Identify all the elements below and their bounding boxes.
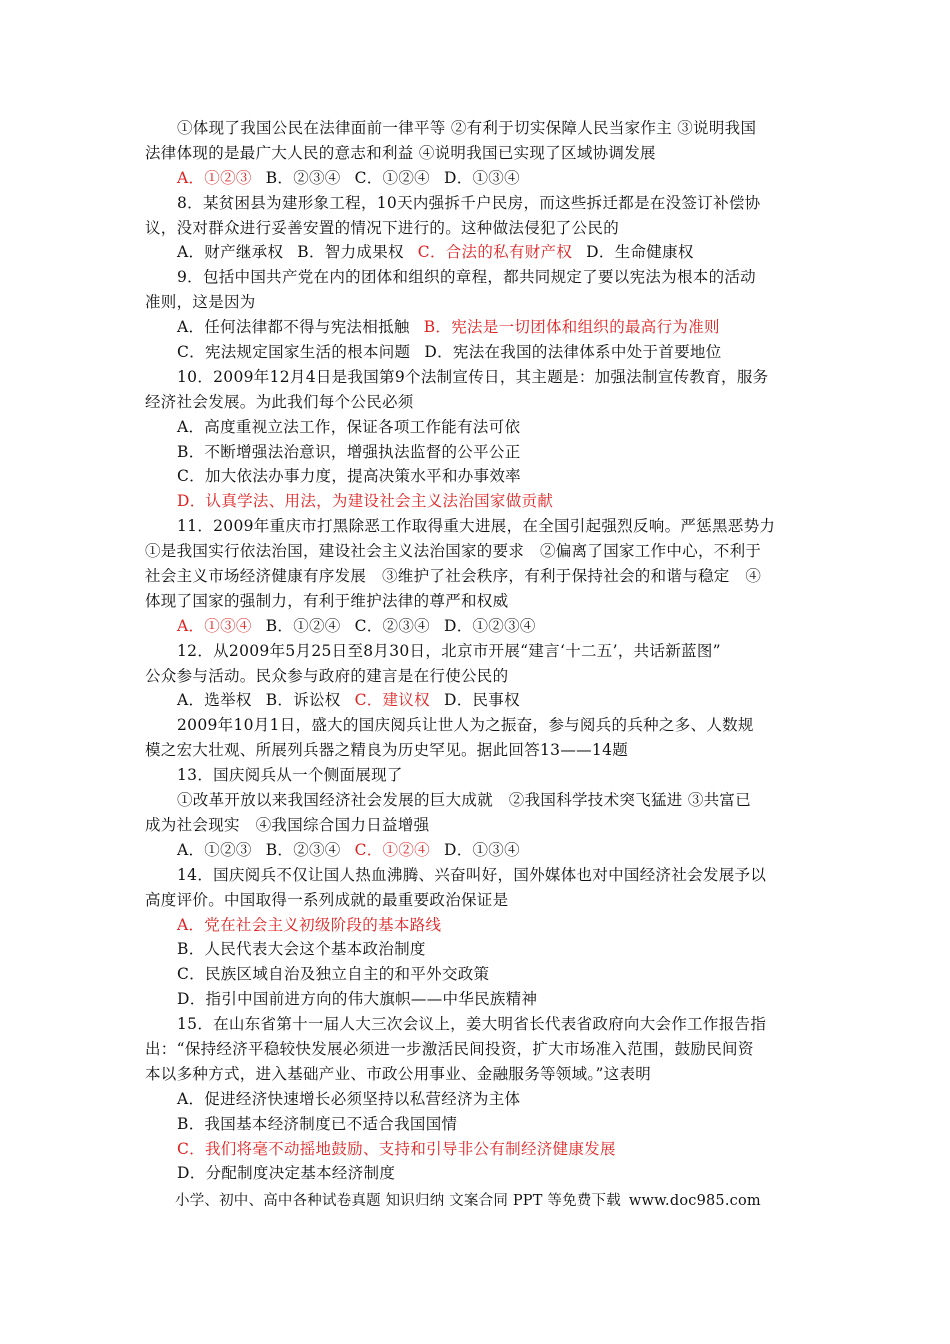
q14-stem-line-1: 14．国庆阅兵不仅让国人热血沸腾、兴奋叫好，国外媒体也对中国经济社会发展予以	[177, 865, 767, 884]
passage-line-1: 2009年10月1日，盛大的国庆阅兵让世人为之振奋，参与阅兵的兵种之多、人数规	[177, 716, 754, 735]
q10-stem-line-1: 10．2009年12月4日是我国第9个法制宣传日，其主题是：加强法制宣传教育，服务	[177, 367, 769, 386]
q11-stem-line-1: 11．2009年重庆市打黑除恶工作取得重大进展，在全国引起强烈反响。严惩黑恶势力	[177, 517, 776, 536]
q13-option-c-answer: C．①②④	[354, 840, 430, 859]
q15-option-d: D．分配制度决定基本经济制度	[177, 1164, 396, 1183]
q7-option-b: B．②③④	[265, 168, 341, 187]
q8-option-d: D．生命健康权	[586, 243, 694, 262]
q9-option-b-answer: B．宪法是一切团体和组织的最高行为准则	[423, 318, 720, 337]
q15-option-a: A．促进经济快速增长必须坚持以私营经济为主体	[177, 1089, 521, 1108]
exam-content	[145, 116, 805, 1186]
q10-option-d-answer: D．认真学法、用法，为建设社会主义法治国家做贡献	[177, 492, 554, 511]
q13-options	[145, 838, 805, 863]
q13-option-d: D．①③④	[443, 840, 520, 859]
q11-stem-line-2: ①是我国实行依法治国，建设社会主义法治国家的要求 ②偏离了国家工作中心，不利于	[145, 542, 762, 561]
q8-option-c-answer: C．合法的私有财产权	[417, 243, 573, 262]
q10-stem-line-2: 经济社会发展。为此我们每个公民必须	[145, 392, 414, 411]
q12-option-c-answer: C．建议权	[354, 691, 430, 710]
q11-options	[145, 614, 805, 639]
q14-option-a-answer: A．党在社会主义初级阶段的基本路线	[177, 915, 442, 934]
q7-options	[145, 166, 805, 191]
q12-option-d: D．民事权	[443, 691, 520, 710]
q14-option-d: D．指引中国前进方向的伟大旗帜——中华民族精神	[177, 990, 538, 1009]
q9-stem-line-1: 9．包括中国共产党在内的团体和组织的章程，都共同规定了要以宪法为根本的活动	[177, 268, 756, 287]
q15-stem-line-2: 出：“保持经济平稳较快发展必须进一步激活民间投资，扩大市场准入范围，鼓励民间资	[145, 1039, 754, 1058]
q8-stem-line-1: 8．某贫困县为建形象工程，10天内强拆千户民房，而这些拆迁都是在没签订补偿协	[177, 193, 761, 212]
q8-option-a: A．财产继承权	[177, 243, 284, 262]
q13-option-a: A．①②③	[177, 840, 252, 859]
q12-options	[145, 688, 805, 713]
q7-statements-line-1: ①体现了我国公民在法律面前一律平等 ②有利于切实保障人民当家作主 ③说明我国	[177, 119, 757, 137]
passage-line-2: 模之宏大壮观、所展列兵器之精良为历史罕见。据此回答13——14题	[145, 741, 629, 760]
q8-stem-line-2: 议，没对群众进行妥善安置的情况下进行的。这种做法侵犯了公民的	[145, 218, 620, 237]
q12-option-b: B．诉讼权	[265, 691, 341, 710]
q10-option-c: C．加大依法办事力度，提高决策水平和办事效率	[177, 467, 521, 486]
q14-option-c: C．民族区域自治及独立自主的和平外交政策	[177, 965, 490, 984]
q9-options-row-1	[145, 315, 805, 340]
q13-stem-line-1: 13．国庆阅兵从一个侧面展现了	[177, 766, 403, 785]
q11-stem-line-4: 体现了国家的强制力，有利于维护法律的尊严和权威	[145, 591, 509, 610]
q13-stem-line-3: 成为社会现实 ④我国综合国力日益增强	[145, 815, 430, 834]
q12-stem-line-2: 公众参与活动。民众参与政府的建言是在行使公民的	[145, 666, 509, 685]
q10-option-b: B．不断增强法治意识，增强执法监督的公平公正	[177, 442, 521, 461]
q9-stem-line-2: 准则，这是因为	[145, 293, 256, 312]
q7-option-a-answer: A．①②③	[177, 168, 252, 187]
q11-option-b: B．①②④	[265, 616, 341, 635]
q12-stem-line-1: 12．从2009年5月25日至8月30日，北京市开展“建言‘十二五’，共话新蓝图”	[177, 641, 721, 660]
q9-option-d: D．宪法在我国的法律体系中处于首要地位	[424, 343, 722, 362]
q7-statements-line-2: 法律体现的是最广大人民的意志和利益 ④说明我国已实现了区域协调发展	[145, 143, 656, 162]
q13-stem-line-2: ①改革开放以来我国经济社会发展的巨大成就 ②我国科学技术突飞猛进 ③共富已	[177, 791, 752, 810]
q15-option-b: B．我国基本经济制度已不适合我国国情	[177, 1114, 458, 1133]
q9-option-a: A．任何法律都不得与宪法相抵触	[177, 318, 410, 337]
q14-option-b: B．人民代表大会这个基本政治制度	[177, 940, 426, 959]
q13-option-b: B．②③④	[265, 840, 341, 859]
q15-stem-line-1: 15．在山东省第十一届人大三次会议上，姜大明省长代表省政府向大会作工作报告指	[177, 1015, 767, 1034]
q11-option-a-answer: A．①③④	[177, 616, 252, 635]
q8-option-b: B．智力成果权	[297, 243, 404, 262]
q11-stem-line-3: 社会主义市场经济健康有序发展 ③维护了社会秩序，有利于保持社会的和谐与稳定 ④	[145, 567, 762, 586]
q11-option-c: C．②③④	[354, 616, 430, 635]
q7-option-d: D．①③④	[443, 168, 520, 187]
q8-options	[145, 240, 805, 265]
q11-option-d: D．①②③④	[443, 616, 536, 635]
q9-options-row-2	[145, 340, 805, 365]
footer-link[interactable]: www.doc985.com	[628, 1193, 761, 1209]
q10-option-a: A．高度重视立法工作，保证各项工作能有法可依	[177, 417, 521, 436]
q14-stem-line-2: 高度评价。中国取得一系列成就的最重要政治保证是	[145, 890, 509, 909]
q12-option-a: A．选举权	[177, 691, 252, 710]
q15-stem-line-3: 本以多种方式，进入基础产业、市政公用事业、金融服务等领域。”这表明	[145, 1064, 652, 1083]
q9-option-c: C．宪法规定国家生活的根本问题	[177, 343, 411, 362]
q7-option-c: C．①②④	[354, 168, 430, 187]
q15-option-c-answer: C．我们将毫不动摇地鼓励、支持和引导非公有制经济健康发展	[177, 1139, 616, 1158]
footer-text: 小学、初中、高中各种试卷真题 知识归纳 文案合同 PPT 等免费下载	[175, 1193, 621, 1209]
footer-banner	[175, 1189, 761, 1210]
